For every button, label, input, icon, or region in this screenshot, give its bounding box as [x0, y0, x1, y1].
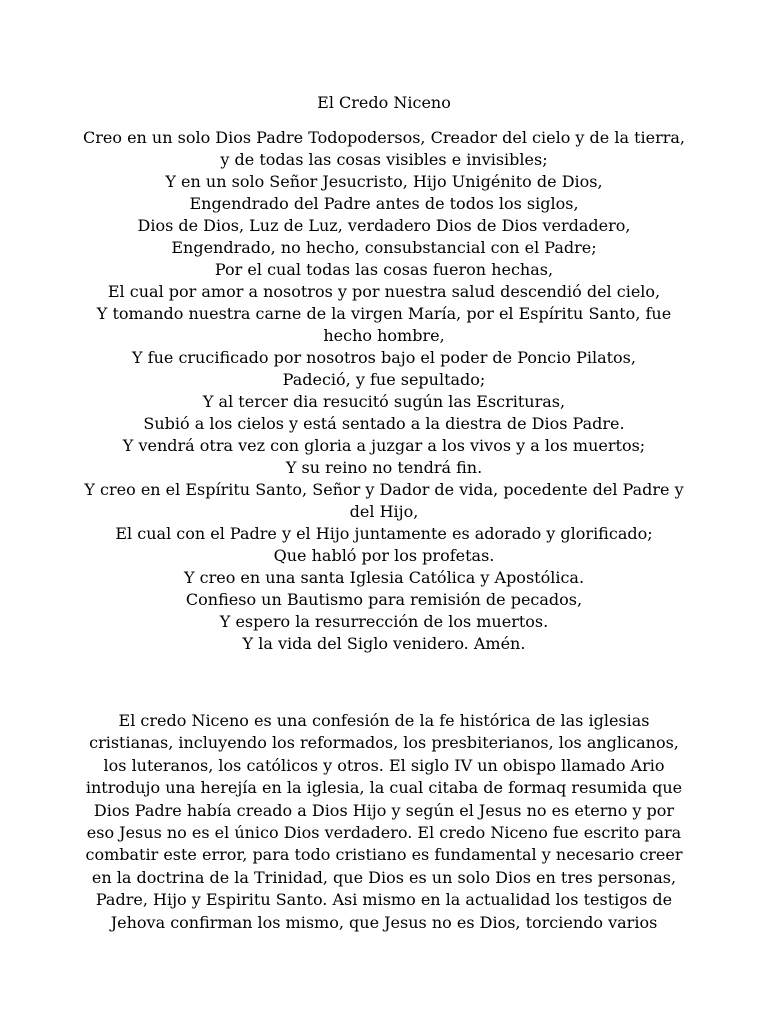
creed-line: Y espero la resurrección de los muertos. — [219, 612, 549, 631]
creed-line: Y la vida del Siglo venidero. Amén. — [242, 634, 526, 653]
document-title: El Credo Niceno — [317, 93, 451, 112]
creed-line: Y creo en el Espíritu Santo, Señor y Dador de vida, pocedente del Padre y — [84, 480, 684, 499]
commentary-line: eso Jesus no es el único Dios verdadero. El credo Niceno fue escrito para — [86, 823, 682, 843]
creed-line: Confieso un Bautismo para remisión de pecados, — [185, 590, 583, 609]
commentary-line: introdujo una herejía en la iglesia, la cual citaba de formaq resumida que — [85, 778, 683, 798]
creed-line: y de todas las cosas visibles e invisibles; — [220, 150, 548, 169]
creed-line: Padeció, y fue sepultado; — [282, 370, 486, 389]
commentary-line: en la doctrina de la Trinidad, que Dios es un solo Dios en tres personas, — [91, 867, 677, 887]
commentary-line: Jehova confirman los mismo, que Jesus no es Dios, torciendo varios — [110, 912, 658, 932]
creed-line: Y creo en una santa Iglesia Católica y Apostólica. — [183, 568, 585, 587]
creed-text — [0, 127, 768, 655]
creed-line: Y tomando nuestra carne de la virgen María, por el Espíritu Santo, fue — [96, 304, 672, 323]
creed-line: Y al tercer dia resucitó sugún las Escrituras, — [202, 392, 566, 411]
creed-line: Creo en un solo Dios Padre Todopodersos, Creador del cielo y de la tierra, — [82, 128, 686, 147]
creed-line: Y su reino no tendrá fin. — [285, 458, 483, 477]
creed-line: Y en un solo Señor Jesucristo, Hijo Unigénito de Dios, — [165, 172, 603, 191]
commentary-paragraph — [0, 710, 768, 934]
creed-line: Por el cual todas las cosas fueron hechas, — [214, 260, 554, 279]
commentary-line: cristianas, incluyendo los reformados, los presbiterianos, los anglicanos, — [89, 733, 679, 753]
commentary-line: El credo Niceno es una confesión de la fe histórica de las iglesias — [118, 711, 650, 730]
commentary-line: los luteranos, los católicos y otros. El siglo IV un obispo llamado Ario — [103, 755, 665, 775]
creed-line: Que habló por los profetas. — [273, 546, 495, 565]
creed-line: El cual por amor a nosotros y por nuestra salud descendió del cielo, — [107, 282, 661, 301]
creed-line: Y fue crucificado por nosotros bajo el poder de Poncio Pilatos, — [132, 348, 636, 367]
creed-line: El cual con el Padre y el Hijo juntamente es adorado y glorificado; — [115, 524, 653, 543]
creed-line: Dios de Dios, Luz de Luz, verdadero Dios de Dios verdadero, — [137, 216, 631, 235]
creed-line: hecho hombre, — [323, 326, 445, 345]
creed-line: Subió a los cielos y está sentado a la diestra de Dios Padre. — [143, 414, 625, 433]
commentary-line: combatir este error, para todo cristiano es fundamental y necesario creer — [85, 845, 683, 865]
creed-line: Engendrado, no hecho, consubstancial con el Padre; — [171, 238, 597, 257]
creed-line: del Hijo, — [349, 502, 419, 521]
creed-line: Y vendrá otra vez con gloria a juzgar a los vivos y a los muertos; — [122, 436, 646, 455]
commentary-line: Padre, Hijo y Espiritu Santo. Asi mismo en la actualidad los testigos de — [95, 890, 673, 910]
commentary-line: Dios Padre había creado a Dios Hijo y según el Jesus no es eterno y por — [93, 800, 675, 820]
creed-line: Engendrado del Padre antes de todos los siglos, — [189, 194, 579, 213]
